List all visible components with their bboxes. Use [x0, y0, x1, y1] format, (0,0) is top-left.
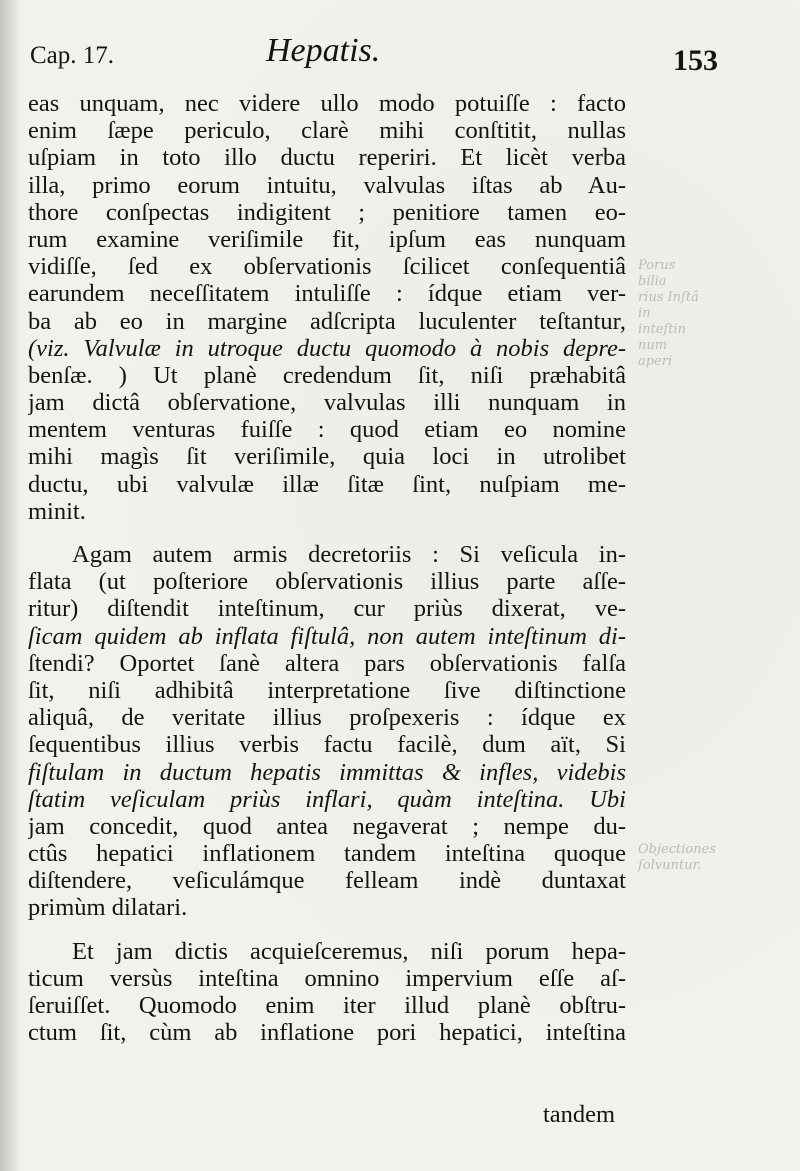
- text-line: benſæ. ) Ut planè credendum ſit, niſi præhabitâ: [28, 361, 626, 389]
- text-line: ſtendi? Oportet ſanè altera pars obſervationis falſa: [28, 649, 626, 677]
- text-line: ticum versùs inteſtina omnino impervium eſſe aſ-: [28, 964, 626, 992]
- text-line: minit.: [28, 497, 86, 525]
- text-line: flata (ut poſteriore obſervationis illius parte aſſe-: [28, 568, 626, 596]
- text-line: ritur) diſtendit inteſtinum, cur priùs dixerat, ve-: [28, 595, 626, 623]
- text-line: ſeruiſſet. Quomodo enim iter illud planè obſtru-: [28, 992, 626, 1019]
- page-number: 153: [673, 44, 718, 77]
- text-line: aliquâ, de veritate illius proſpexeris : ídque ex: [28, 704, 626, 732]
- text-line-italic: ſicam quidem ab inflata fiſtulâ, non autem inteſtinum di-: [28, 622, 626, 650]
- text-line: vidiſſe, ſed ex obſervationis ſcilicet conſequentiâ: [28, 253, 626, 281]
- text-line: enim ſæpe periculo, clarè mihi conſtitit, nullas: [28, 117, 626, 145]
- paragraph-gap: [28, 922, 626, 938]
- text-line: mentem venturas fuiſſe : quod etiam eo nomine: [28, 416, 626, 444]
- text-line: mihi magìs ſit veriſimile, quia loci in utrolibet: [28, 443, 626, 471]
- paragraph-2: [28, 541, 626, 922]
- text-line: jam concedit, quod antea negaverat ; nempe du-: [28, 812, 626, 840]
- chapter-label: Cap. 17.: [30, 42, 115, 69]
- running-header: [28, 30, 748, 80]
- gutter-shadow: [0, 0, 22, 1171]
- text-line: ſit, niſi adhibitâ interpretatione ſive diſtinctione: [28, 676, 626, 704]
- bleed-through-note-1: Porus bilia rius Inſtâ in inteſtin num aperi: [638, 258, 699, 369]
- running-title: Hepatis.: [266, 32, 381, 69]
- text-line: illa, primo eorum intuitu, valvulas iſtas ab Au-: [28, 171, 626, 199]
- paragraph-1: [28, 90, 626, 525]
- text-line-italic: ſtatim veſiculam priùs inflari, quàm inteſtina. Ubi: [28, 785, 626, 813]
- text-line: eas unquam, nec videre ullo modo potuiſſe : facto: [28, 90, 626, 117]
- text-line: ba ab eo in margine adſcripta luculenter teſtantur,: [28, 307, 626, 335]
- text-line: ctûs hepatici inflationem tandem inteſtina quoque: [28, 840, 626, 868]
- body-text: [28, 90, 626, 1046]
- catchword: tandem: [543, 1101, 616, 1128]
- text-line: jam dictâ obſervatione, valvulas illi nunquam in: [28, 389, 626, 417]
- text-line: rum examine veriſimile fit, ipſum eas nunquam: [28, 225, 626, 253]
- paragraph-gap: [28, 525, 626, 541]
- text-line-italic: fiſtulam in ductum hepatis immittas & infles, videbis: [28, 758, 626, 786]
- text-line-italic: (viz. Valvulæ in utroque ductu quomodo à nobis depre-: [28, 334, 626, 362]
- text-line: ctum ſit, cùm ab inflatione pori hepatici, inteſtina: [28, 1019, 626, 1047]
- text-line: uſpiam in toto illo ductu reperiri. Et licèt verba: [28, 144, 626, 172]
- text-line: earundem neceſſitatem intuliſſe : ídque etiam ver-: [28, 280, 626, 308]
- text-line: primùm dilatari.: [28, 894, 188, 922]
- text-line: diſtendere, veſiculámque felleam indè duntaxat: [28, 867, 626, 895]
- paragraph-3: [28, 938, 626, 1047]
- text-line: ductu, ubi valvulæ illæ ſitæ ſint, nuſpiam me-: [28, 470, 626, 498]
- bleed-through-note-2: Objectiones ſolvuntur.: [638, 842, 716, 873]
- text-line: thore conſpectas indigitent ; penitiore tamen eo-: [28, 198, 626, 226]
- text-line: Et jam dictis acquieſceremus, niſi porum hepa-: [72, 937, 626, 965]
- text-line: Agam autem armis decretoriis : Si veſicula in-: [72, 541, 626, 568]
- text-line: ſequentibus illius verbis factu facilè, dum aït, Si: [28, 731, 626, 759]
